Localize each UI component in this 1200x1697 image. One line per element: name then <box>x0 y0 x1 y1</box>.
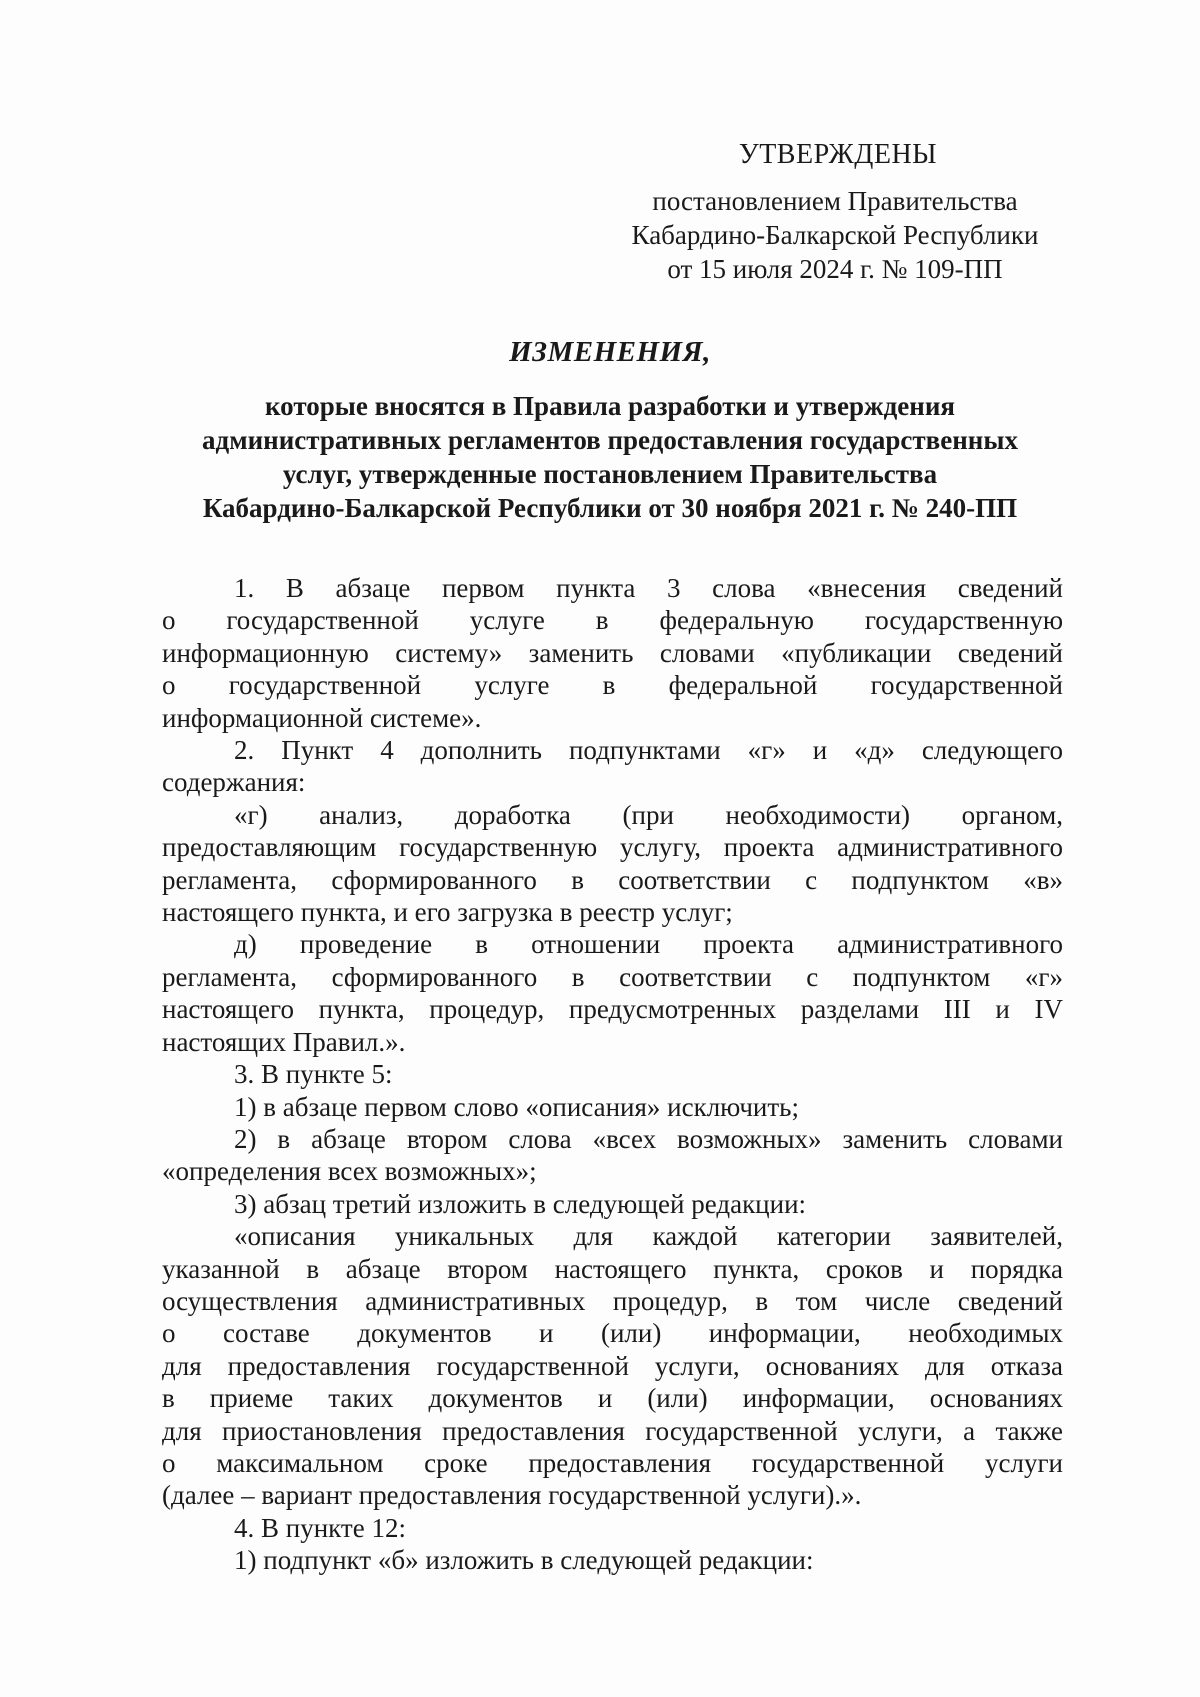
body-line: «описания уникальных для каждой категории заявителей, <box>234 1221 1063 1252</box>
body-line: настоящего пункта, и его загрузка в реестр услуг; <box>162 897 733 928</box>
title-line: услуг, утвержденные постановлением Правительства <box>282 459 938 489</box>
body-line: осуществления административных процедур, в том числе сведений <box>162 1285 1063 1316</box>
body-line: д) проведение в отношении проекта административного <box>234 929 1063 960</box>
body-line: о государственной услуге в федеральную государственную <box>162 605 1063 636</box>
body-line: 1) в абзаце первом слово «описания» исключить; <box>234 1091 799 1122</box>
body-line: о государственной услуге в федеральной государственной <box>162 670 1063 701</box>
body-line: «определения всех возможных»; <box>162 1156 537 1187</box>
title-line: Кабардино-Балкарской Республики от 30 ноября 2021 г. № 240-ПП <box>202 493 1018 523</box>
title-main: ИЗМЕНЕНИЯ, <box>509 336 711 368</box>
body-line: содержания: <box>162 767 306 798</box>
body-line: в приеме таких документов и (или) информации, основаниях <box>162 1383 1063 1414</box>
body-line: регламента, сформированного в соответствии с подпунктом «г» <box>162 961 1063 992</box>
approval-heading: УТВЕРЖДЕНЫ <box>738 139 938 170</box>
body-line: 1. В абзаце первом пункта 3 слова «внесения сведений <box>234 573 1063 603</box>
title-line: которые вносятся в Правила разработки и утверждения <box>264 391 956 421</box>
document-title <box>160 336 1060 525</box>
document-body <box>162 572 1063 1577</box>
body-line: указанной в абзаце втором настоящего пункта, сроков и порядка <box>162 1253 1063 1284</box>
body-line: 4. В пункте 12: <box>234 1512 406 1543</box>
body-line: «г) анализ, доработка (при необходимости) органом, <box>234 799 1063 830</box>
body-line: настоящих Правил.». <box>162 1026 406 1057</box>
title-line: административных регламентов предоставления государственных <box>202 425 1018 455</box>
body-line: информационной системе». <box>162 702 482 733</box>
body-line: о максимальном сроке предоставления государственной услуги <box>162 1447 1063 1478</box>
body-line: 3. В пункте 5: <box>234 1059 393 1090</box>
approval-line: Кабардино-Балкарской Республики <box>631 220 1039 250</box>
body-line: 1) подпункт «б» изложить в следующей редакции: <box>234 1545 814 1576</box>
body-line: 3) абзац третий изложить в следующей редакции: <box>234 1188 807 1219</box>
body-line: (далее – вариант предоставления государственной услуги).». <box>162 1480 862 1511</box>
body-line: 2) в абзаце втором слова «всех возможных» заменить словами <box>234 1123 1063 1154</box>
approval-line: постановлением Правительства <box>652 186 1018 216</box>
body-line: для предоставления государственной услуги, основаниях для отказа <box>162 1350 1063 1381</box>
approval-line: от 15 июля 2024 г. № 109-ПП <box>667 254 1003 284</box>
body-line: настоящего пункта, процедур, предусмотренных разделами III и IV <box>162 994 1063 1025</box>
body-line: информационную систему» заменить словами «публикации сведений <box>162 637 1063 668</box>
body-line: о составе документов и (или) информации, необходимых <box>162 1318 1063 1349</box>
body-line: 2. Пункт 4 дополнить подпунктами «г» и «д» следующего <box>234 735 1063 766</box>
body-line: предоставляющим государственную услугу, проекта административного <box>162 832 1063 863</box>
body-line: регламента, сформированного в соответствии с подпунктом «в» <box>162 864 1063 895</box>
title-subtitle <box>160 389 1060 525</box>
body-line: для приостановления предоставления государственной услуги, а также <box>162 1415 1063 1446</box>
